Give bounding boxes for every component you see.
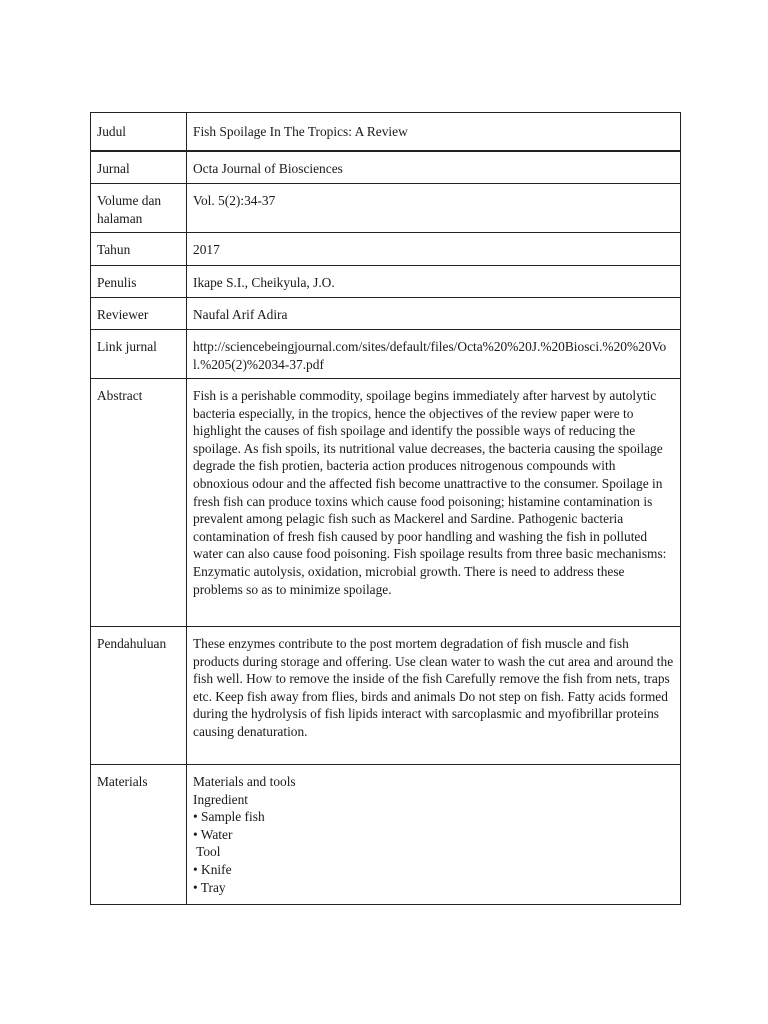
label-volume: Volume dan halaman [91,184,187,233]
value-penulis: Ikape S.I., Cheikyula, J.O. [187,266,681,298]
row-link-jurnal [91,330,681,379]
value-volume: Vol. 5(2):34-37 [187,184,681,233]
row-materials [91,765,681,905]
materials-line: Materials and tools [193,774,296,789]
materials-line: Ingredient [193,791,249,807]
value-reviewer: Naufal Arif Adira [187,298,681,330]
row-jurnal [91,151,681,184]
journal-review-table [90,112,681,905]
value-abstract: Fish is a perishable commodity, spoilage begins immediately after harvest by autolytic bacteria especially, in the tropics, hence the objectives of the review paper were to highlight the causes of fish spoilage and identify the possible ways of reducing the spoilage. As fish spoils, its nutritional value decreases, the bacteria causing the spoilage degrade the fish protien, bacteria action produces nitrogenous compounds with obnoxious odour and the affected fish become unattractive to the consumer. Spoilage in fresh fish can produce toxins which cause food poisoning; histamine contamination is prevalent among pelagic fish such as Mackerel and Sardine. Pathogenic bacteria contamination of fresh fish caused by poor handling and washing the fish in polluted water can also cause food poisoning. Fish spoilage results from three basic mechanisms: Enzymatic autolysis, oxidation, microbial growth. There is need to address these problems so as to minimize spoilage. [187,379,681,627]
materials-line: Tool [193,844,221,860]
label-materials: Materials [91,765,187,905]
row-abstract [91,379,681,627]
label-penulis: Penulis [91,266,187,298]
label-jurnal: Jurnal [91,151,187,184]
value-jurnal: Octa Journal of Biosciences [187,151,681,184]
materials-line: • Knife [193,861,232,877]
row-volume [91,184,681,233]
row-pendahuluan [91,627,681,765]
row-tahun [91,233,681,266]
label-tahun: Tahun [91,233,187,266]
value-pendahuluan: These enzymes contribute to the post mortem degradation of fish muscle and fish products during storage and offering. Use clean water to wash the cut area and around the fish well. How to remove the inside of the fish Carefully remove the fish from nets, traps etc. Keep fish away from flies, birds and animals Do not step on fish. Fatty acids formed during the hydrolysis of fish lipids interact with sarcoplasmic and myofibrillar proteins causing denaturation. [187,627,681,765]
materials-line: • Tray [193,879,226,895]
label-abstract: Abstract [91,379,187,627]
journal-link[interactable]: http://sciencebeingjournal.com/sites/default/files/Octa%20%20J.%20Biosci.%20%20Vol.%205(2)%2034-37.pdf [187,330,681,379]
label-link-jurnal: Link jurnal [91,330,187,379]
materials-line: • Sample fish [193,809,265,825]
label-judul: Judul [91,113,187,151]
row-penulis [91,266,681,298]
materials-line: • Water [193,826,233,842]
label-reviewer: Reviewer [91,298,187,330]
value-tahun: 2017 [187,233,681,266]
label-pendahuluan: Pendahuluan [91,627,187,765]
value-materials [187,765,681,905]
row-reviewer [91,298,681,330]
value-judul: Fish Spoilage In The Tropics: A Review [187,113,681,151]
row-judul [91,113,681,151]
